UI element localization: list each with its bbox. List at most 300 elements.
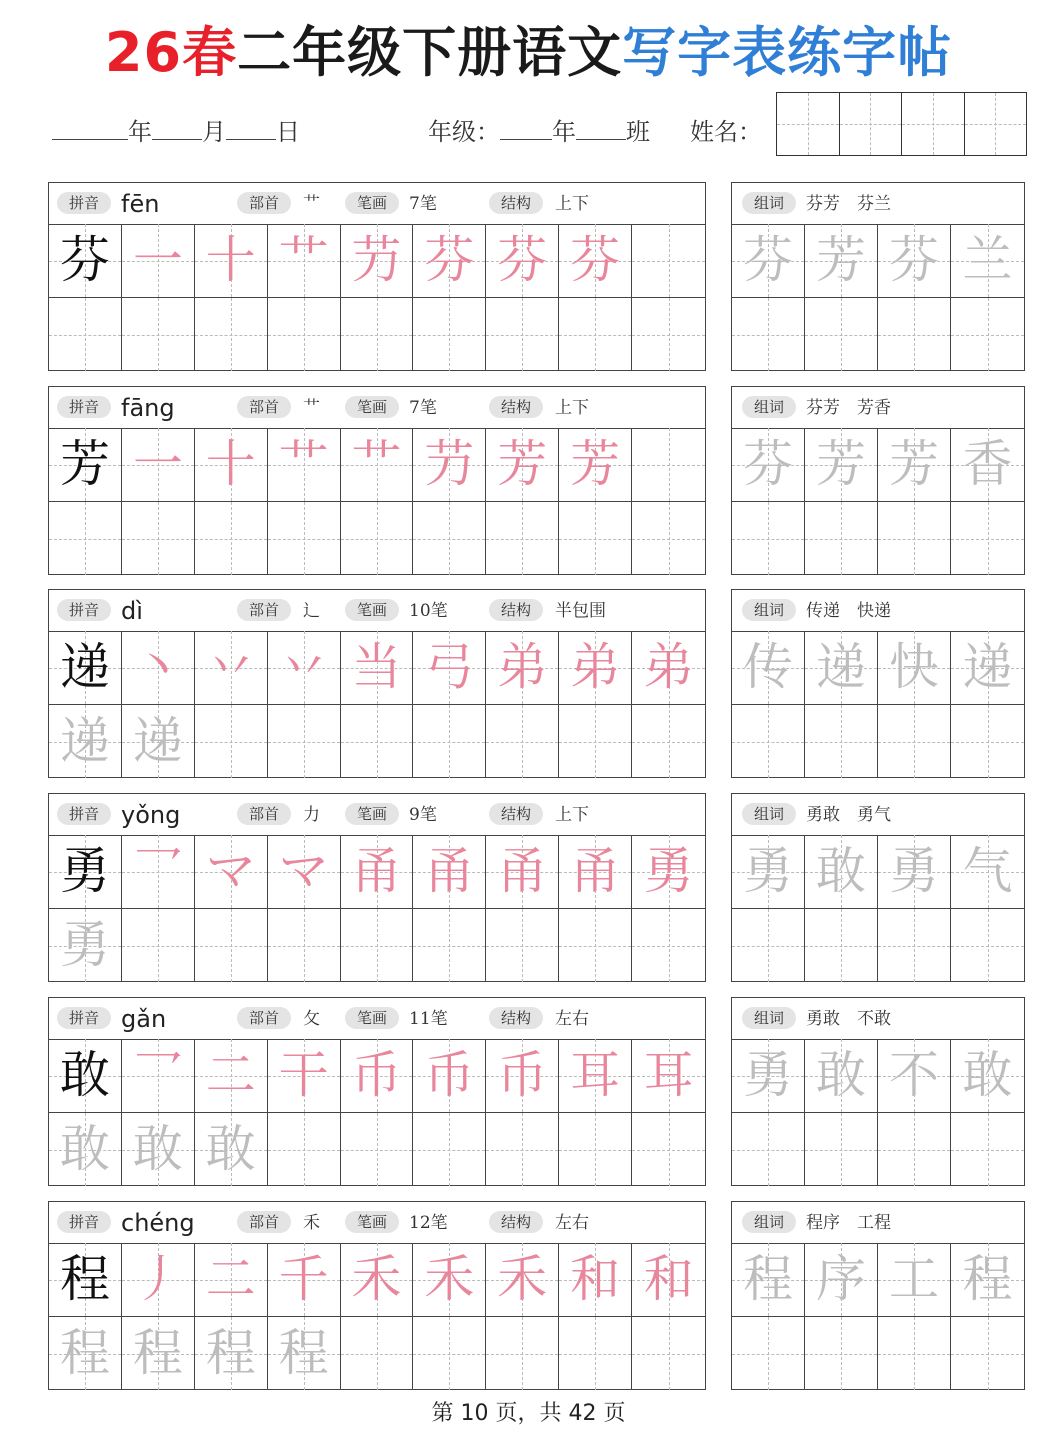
practice-cell[interactable]: [486, 428, 559, 501]
practice-cell[interactable]: [486, 298, 559, 371]
practice-cell[interactable]: [559, 909, 632, 982]
practice-cell[interactable]: [413, 909, 486, 982]
structure-tag: 结构: [489, 1007, 543, 1029]
stroke-step: 艹: [351, 435, 402, 493]
trace-character: 敢: [205, 1120, 256, 1178]
stroke-step: 一: [132, 231, 183, 289]
character-card: [48, 1201, 706, 1390]
words-tag: 组词: [742, 1007, 796, 1029]
practice-cell[interactable]: [413, 705, 486, 778]
word-trace-row: [732, 428, 1024, 502]
name-cell[interactable]: [777, 93, 840, 155]
practice-cell[interactable]: [49, 428, 122, 501]
word-trace-character: 敢: [816, 1046, 866, 1104]
stroke-step: 币: [351, 1046, 402, 1104]
model-character: 勇: [59, 842, 110, 900]
practice-cell[interactable]: [559, 502, 632, 575]
practice-cell[interactable]: [122, 298, 195, 371]
word-trace-character: 芳: [816, 435, 866, 493]
practice-cell[interactable]: [732, 1243, 805, 1316]
practice-cell[interactable]: [268, 631, 341, 704]
practice-cell[interactable]: [195, 909, 268, 982]
practice-cell[interactable]: [49, 1113, 122, 1186]
name-cell[interactable]: [902, 93, 965, 155]
practice-cell[interactable]: [951, 909, 1024, 982]
word-trace-character: 递: [816, 638, 866, 696]
radical-tag: 部首: [237, 1211, 291, 1233]
practice-cell[interactable]: [732, 705, 805, 778]
model-character: 递: [59, 638, 110, 696]
practice-cell[interactable]: [805, 1317, 878, 1390]
character-header: [49, 794, 705, 836]
strokes-value: 7笔: [409, 398, 437, 418]
structure-tag: 结构: [489, 192, 543, 214]
practice-cell[interactable]: [413, 428, 486, 501]
word-trace-character: 递: [962, 638, 1013, 696]
practice-cell[interactable]: [559, 298, 632, 371]
word-practice-row: [732, 909, 1024, 982]
practice-cell[interactable]: [122, 705, 195, 778]
trace-character: 勇: [59, 916, 110, 974]
pinyin-tag: 拼音: [57, 1211, 111, 1233]
practice-cell[interactable]: [122, 1317, 195, 1390]
practice-cell[interactable]: [732, 1317, 805, 1390]
stroke-step: 丿: [132, 1250, 183, 1308]
character-card: [48, 997, 706, 1186]
stroke-step: 十: [205, 231, 256, 289]
practice-cell[interactable]: [559, 631, 632, 704]
practice-cell[interactable]: [486, 224, 559, 297]
stroke-order-row: [49, 428, 705, 502]
practice-cell[interactable]: [632, 631, 705, 704]
practice-cell[interactable]: [341, 428, 414, 501]
practice-cell[interactable]: [49, 224, 122, 297]
strokes-tag: 笔画: [345, 396, 399, 418]
structure-value: 半包围: [555, 601, 606, 621]
practice-cell[interactable]: [341, 1243, 414, 1316]
grade-line: 年级： 年 班: [428, 118, 650, 146]
practice-cell[interactable]: [49, 1317, 122, 1390]
practice-cell[interactable]: [341, 502, 414, 575]
strokes-tag: 笔画: [345, 192, 399, 214]
practice-cell[interactable]: [195, 1243, 268, 1316]
practice-cell[interactable]: [805, 835, 878, 908]
practice-cell[interactable]: [486, 1039, 559, 1112]
practice-cell[interactable]: [268, 835, 341, 908]
model-character: 程: [59, 1250, 110, 1308]
name-cell[interactable]: [840, 93, 903, 155]
practice-cell[interactable]: [732, 428, 805, 501]
stroke-step: 艹: [278, 231, 329, 289]
practice-cell[interactable]: [195, 1317, 268, 1390]
character-header: [49, 1202, 705, 1244]
practice-cell[interactable]: [122, 224, 195, 297]
practice-cell[interactable]: [195, 502, 268, 575]
practice-cell[interactable]: [195, 428, 268, 501]
structure-tag: 结构: [489, 396, 543, 418]
stroke-step: 禾: [497, 1250, 548, 1308]
practice-cell[interactable]: [805, 1243, 878, 1316]
practice-cell[interactable]: [632, 224, 705, 297]
practice-cell[interactable]: [805, 428, 878, 501]
practice-cell[interactable]: [486, 705, 559, 778]
practice-cell[interactable]: [951, 502, 1024, 575]
practice-cell[interactable]: [195, 224, 268, 297]
page-footer: 第 10 页，共 42 页: [431, 1401, 626, 1426]
practice-cell[interactable]: [195, 835, 268, 908]
word-trace-character: 气: [962, 842, 1013, 900]
practice-cell[interactable]: [49, 298, 122, 371]
practice-cell[interactable]: [805, 705, 878, 778]
practice-cell[interactable]: [49, 1243, 122, 1316]
practice-cell[interactable]: [49, 631, 122, 704]
word-header: [732, 1202, 1024, 1244]
stroke-step: 芬: [497, 231, 548, 289]
pinyin-value: fāng: [121, 394, 175, 422]
model-character: 敢: [59, 1046, 110, 1104]
word-card: [731, 182, 1025, 371]
practice-cell[interactable]: [878, 428, 951, 501]
practice-cell[interactable]: [951, 298, 1024, 371]
practice-cell[interactable]: [732, 1113, 805, 1186]
practice-cell[interactable]: [122, 631, 195, 704]
practice-cell[interactable]: [951, 835, 1024, 908]
practice-cell[interactable]: [878, 1317, 951, 1390]
practice-cell[interactable]: [805, 298, 878, 371]
character-header: [49, 183, 705, 225]
structure-tag: 结构: [489, 803, 543, 825]
practice-cell[interactable]: [951, 1039, 1024, 1112]
practice-cell[interactable]: [341, 1317, 414, 1390]
strokes-value: 11笔: [409, 1009, 448, 1029]
words-tag: 组词: [742, 803, 796, 825]
tracing-row: [49, 298, 705, 371]
practice-cell[interactable]: [341, 705, 414, 778]
page-title: 26春二年级下册语文写字表练字帖: [104, 21, 953, 84]
character-header: [49, 387, 705, 429]
word-header: [732, 794, 1024, 836]
practice-cell[interactable]: [268, 502, 341, 575]
word-trace-character: 不: [889, 1046, 939, 1104]
words-tag: 组词: [742, 599, 796, 621]
practice-cell[interactable]: [122, 1243, 195, 1316]
character-card: [48, 182, 706, 371]
practice-cell[interactable]: [486, 1243, 559, 1316]
practice-cell[interactable]: [559, 705, 632, 778]
word-trace-character: 芳: [816, 231, 866, 289]
practice-cell[interactable]: [951, 1317, 1024, 1390]
word-trace-character: 程: [962, 1250, 1013, 1308]
practice-cell[interactable]: [195, 1113, 268, 1186]
practice-cell[interactable]: [805, 224, 878, 297]
practice-cell[interactable]: [878, 705, 951, 778]
practice-cell[interactable]: [413, 835, 486, 908]
pinyin-value: yǒng: [121, 801, 181, 829]
pinyin-tag: 拼音: [57, 599, 111, 621]
practice-cell[interactable]: [732, 631, 805, 704]
practice-cell[interactable]: [486, 909, 559, 982]
practice-cell[interactable]: [49, 909, 122, 982]
practice-cell[interactable]: [195, 1039, 268, 1112]
stroke-step: 芬: [570, 231, 621, 289]
radical-value: 辶: [303, 601, 320, 621]
practice-cell[interactable]: [632, 909, 705, 982]
practice-cell[interactable]: [559, 428, 632, 501]
stroke-step: 耳: [570, 1046, 621, 1104]
practice-cell[interactable]: [413, 502, 486, 575]
practice-cell[interactable]: [486, 835, 559, 908]
day-blank[interactable]: [226, 119, 276, 140]
words-value: 程序 工程: [806, 1213, 891, 1233]
stroke-step: 丶: [132, 638, 183, 696]
radical-value: 禾: [303, 1213, 320, 1233]
name-grid[interactable]: [776, 92, 1027, 156]
practice-cell[interactable]: [268, 1039, 341, 1112]
structure-value: 左右: [555, 1009, 589, 1029]
practice-cell[interactable]: [951, 1243, 1024, 1316]
practice-cell[interactable]: [878, 502, 951, 575]
strokes-tag: 笔画: [345, 599, 399, 621]
practice-cell[interactable]: [486, 1317, 559, 1390]
stroke-step: 芀: [424, 435, 475, 493]
practice-cell[interactable]: [49, 1039, 122, 1112]
word-trace-character: 勇: [743, 842, 793, 900]
word-trace-character: 传: [743, 638, 793, 696]
stroke-step: 艹: [278, 435, 329, 493]
radical-tag: 部首: [237, 599, 291, 621]
practice-cell[interactable]: [632, 502, 705, 575]
practice-cell[interactable]: [122, 1039, 195, 1112]
stroke-step: 弟: [570, 638, 621, 696]
practice-cell[interactable]: [268, 1113, 341, 1186]
practice-cell[interactable]: [732, 298, 805, 371]
practice-cell[interactable]: [122, 835, 195, 908]
word-trace-character: 序: [816, 1250, 866, 1308]
practice-cell[interactable]: [268, 298, 341, 371]
practice-cell[interactable]: [268, 1243, 341, 1316]
practice-cell[interactable]: [632, 1039, 705, 1112]
word-trace-character: 敢: [962, 1046, 1013, 1104]
tracing-row: [49, 1113, 705, 1186]
practice-cell[interactable]: [195, 631, 268, 704]
practice-cell[interactable]: [632, 1317, 705, 1390]
practice-cell[interactable]: [486, 631, 559, 704]
model-character: 芳: [59, 435, 110, 493]
practice-cell[interactable]: [122, 502, 195, 575]
word-trace-character: 快: [889, 638, 939, 696]
word-trace-character: 勇: [743, 1046, 793, 1104]
practice-cell[interactable]: [632, 428, 705, 501]
word-trace-row: [732, 224, 1024, 298]
stroke-order-row: [49, 631, 705, 705]
practice-cell[interactable]: [559, 1243, 632, 1316]
word-practice-row: [732, 705, 1024, 778]
stroke-step: 甬: [570, 842, 621, 900]
practice-cell[interactable]: [878, 631, 951, 704]
practice-cell[interactable]: [878, 909, 951, 982]
character-card: [48, 386, 706, 575]
practice-cell[interactable]: [341, 224, 414, 297]
date-line: 年 月 日: [52, 112, 300, 147]
stroke-step: 一: [132, 435, 183, 493]
practice-cell[interactable]: [805, 502, 878, 575]
word-card: [731, 997, 1025, 1186]
practice-cell[interactable]: [49, 502, 122, 575]
word-trace-character: 芬: [743, 435, 793, 493]
practice-cell[interactable]: [559, 1317, 632, 1390]
practice-cell[interactable]: [122, 909, 195, 982]
stroke-order-row: [49, 835, 705, 909]
practice-cell[interactable]: [878, 224, 951, 297]
word-practice-row: [732, 502, 1024, 575]
practice-cell[interactable]: [878, 1039, 951, 1112]
model-character: 芬: [59, 231, 110, 289]
word-trace-row: [732, 631, 1024, 705]
practice-cell[interactable]: [122, 1113, 195, 1186]
practice-cell[interactable]: [341, 909, 414, 982]
practice-cell[interactable]: [951, 705, 1024, 778]
practice-cell[interactable]: [413, 1243, 486, 1316]
stroke-step: 二: [205, 1250, 256, 1308]
practice-cell[interactable]: [413, 1317, 486, 1390]
practice-cell[interactable]: [559, 224, 632, 297]
words-tag: 组词: [742, 1211, 796, 1233]
trace-character: 程: [278, 1324, 329, 1382]
practice-cell[interactable]: [951, 631, 1024, 704]
practice-cell[interactable]: [805, 631, 878, 704]
practice-cell[interactable]: [268, 428, 341, 501]
practice-cell[interactable]: [413, 1039, 486, 1112]
practice-cell[interactable]: [951, 428, 1024, 501]
word-header: [732, 998, 1024, 1040]
practice-cell[interactable]: [49, 705, 122, 778]
tracing-row: [49, 502, 705, 575]
structure-value: 上下: [555, 194, 589, 214]
practice-cell[interactable]: [805, 1113, 878, 1186]
practice-cell[interactable]: [559, 835, 632, 908]
pinyin-value: chéng: [121, 1209, 195, 1237]
name-cell[interactable]: [965, 93, 1027, 155]
structure-value: 上下: [555, 398, 589, 418]
pinyin-value: dì: [121, 597, 143, 625]
stroke-step: 乛: [132, 1046, 183, 1104]
practice-cell[interactable]: [632, 298, 705, 371]
words-value: 芬芳 芬兰: [806, 194, 891, 214]
practice-cell[interactable]: [559, 1039, 632, 1112]
practice-cell[interactable]: [413, 298, 486, 371]
stroke-step: 丷: [278, 638, 329, 696]
practice-cell[interactable]: [486, 502, 559, 575]
stroke-step: 丷: [205, 638, 256, 696]
practice-cell[interactable]: [732, 909, 805, 982]
practice-cell[interactable]: [805, 909, 878, 982]
class-blank[interactable]: [576, 119, 626, 140]
practice-cell[interactable]: [878, 1113, 951, 1186]
practice-cell[interactable]: [632, 1113, 705, 1186]
practice-cell[interactable]: [732, 502, 805, 575]
word-trace-character: 工: [889, 1250, 939, 1308]
practice-cell[interactable]: [341, 631, 414, 704]
stroke-step: 弟: [497, 638, 548, 696]
practice-cell[interactable]: [413, 224, 486, 297]
stroke-step: 弓: [424, 638, 475, 696]
practice-cell[interactable]: [632, 835, 705, 908]
month-blank[interactable]: [152, 119, 202, 140]
practice-cell[interactable]: [878, 1243, 951, 1316]
stroke-step: 乛: [132, 842, 183, 900]
radical-value: 艹: [303, 194, 320, 214]
practice-cell[interactable]: [805, 1039, 878, 1112]
stroke-step: 和: [643, 1250, 694, 1308]
practice-cell[interactable]: [732, 224, 805, 297]
words-value: 芬芳 芳香: [806, 398, 891, 418]
word-trace-character: 程: [743, 1250, 793, 1308]
practice-cell[interactable]: [49, 835, 122, 908]
radical-tag: 部首: [237, 396, 291, 418]
stroke-step: マ: [278, 842, 329, 900]
grade-blank[interactable]: [500, 119, 552, 140]
word-header: [732, 183, 1024, 225]
practice-cell[interactable]: [413, 1113, 486, 1186]
practice-cell[interactable]: [951, 1113, 1024, 1186]
stroke-step: 二: [205, 1046, 256, 1104]
practice-cell[interactable]: [268, 705, 341, 778]
practice-cell[interactable]: [341, 298, 414, 371]
practice-cell[interactable]: [559, 1113, 632, 1186]
words-value: 勇敢 不敢: [806, 1009, 891, 1029]
practice-cell[interactable]: [341, 1113, 414, 1186]
practice-cell[interactable]: [413, 631, 486, 704]
practice-cell[interactable]: [341, 1039, 414, 1112]
words-value: 传递 快递: [806, 601, 891, 621]
practice-cell[interactable]: [195, 705, 268, 778]
practice-cell[interactable]: [341, 835, 414, 908]
structure-tag: 结构: [489, 1211, 543, 1233]
practice-cell[interactable]: [268, 224, 341, 297]
tracing-row: [49, 909, 705, 982]
practice-cell[interactable]: [632, 705, 705, 778]
tracing-row: [49, 1317, 705, 1390]
stroke-step: 十: [205, 435, 256, 493]
strokes-tag: 笔画: [345, 1007, 399, 1029]
radical-value: 攵: [303, 1009, 320, 1029]
radical-value: 艹: [303, 398, 320, 418]
practice-cell[interactable]: [268, 1317, 341, 1390]
stroke-order-row: [49, 1243, 705, 1317]
word-trace-character: 芳: [889, 435, 939, 493]
practice-cell[interactable]: [878, 835, 951, 908]
pinyin-tag: 拼音: [57, 1007, 111, 1029]
practice-cell[interactable]: [195, 298, 268, 371]
year-blank[interactable]: [52, 119, 128, 140]
practice-cell[interactable]: [632, 1243, 705, 1316]
practice-cell[interactable]: [122, 428, 195, 501]
practice-cell[interactable]: [732, 1039, 805, 1112]
pinyin-value: gǎn: [121, 1005, 167, 1033]
stroke-step: 币: [424, 1046, 475, 1104]
stroke-step: 芳: [570, 435, 621, 493]
practice-cell[interactable]: [486, 1113, 559, 1186]
practice-cell[interactable]: [268, 909, 341, 982]
practice-cell[interactable]: [878, 298, 951, 371]
stroke-order-row: [49, 1039, 705, 1113]
stroke-step: 和: [570, 1250, 621, 1308]
practice-cell[interactable]: [951, 224, 1024, 297]
practice-cell[interactable]: [732, 835, 805, 908]
word-card: [731, 1201, 1025, 1390]
stroke-step: 芳: [497, 435, 548, 493]
structure-tag: 结构: [489, 599, 543, 621]
